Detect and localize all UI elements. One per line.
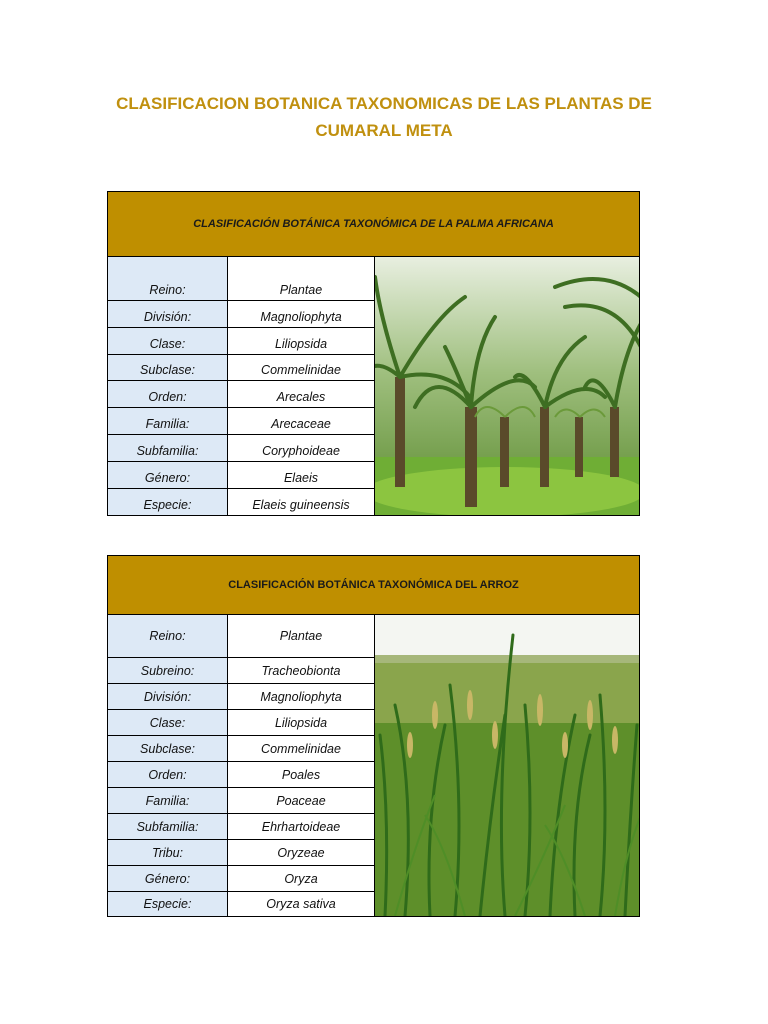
- palm-plantation-photo: [375, 257, 639, 515]
- arroz-value-tribu: Oryzeae: [228, 840, 374, 866]
- palma-label-clase: Clase:: [108, 328, 227, 355]
- arroz-values-column: [228, 615, 375, 916]
- palma-value-reino: Plantae: [228, 257, 374, 301]
- arroz-label-clase: Clase:: [108, 710, 227, 736]
- arroz-label-especie: Especie:: [143, 897, 192, 911]
- palma-label-especie: Especie:: [143, 498, 192, 512]
- arroz-value-subfamilia: Ehrhartoideae: [228, 814, 374, 840]
- palma-label-subfamilia: Subfamilia:: [108, 435, 227, 462]
- arroz-label-familia: Familia:: [108, 788, 227, 814]
- arroz-label-tribu: Tribu:: [108, 840, 227, 866]
- arroz-value-division: Magnoliophyta: [228, 684, 374, 710]
- arroz-value-subclase: Commelinidae: [228, 736, 374, 762]
- palma-value-orden: Arecales: [228, 381, 374, 408]
- arroz-label-subclase: Subclase:: [108, 736, 227, 762]
- rice-field-photo: [375, 615, 639, 916]
- palma-label-reino: Reino:: [108, 257, 227, 301]
- palma-value-familia: Arecaceae: [228, 408, 374, 435]
- arroz-value-orden: Poales: [228, 762, 374, 788]
- arroz-value-subreino: Tracheobionta: [228, 658, 374, 684]
- palma-value-clase: Liliopsida: [228, 328, 374, 355]
- arroz-table-header: CLASIFICACIÓN BOTÁNICA TAXONÓMICA DEL ARROZ: [108, 556, 639, 615]
- palma-value-especie: Elaeis guineensis: [252, 498, 350, 512]
- arroz-label-reino: Reino:: [108, 615, 227, 658]
- palma-value-subfamilia: Coryphoideae: [228, 435, 374, 462]
- palma-value-division: Magnoliophyta: [228, 301, 374, 328]
- palma-table-header: CLASIFICACIÓN BOTÁNICA TAXONÓMICA DE LA PALMA AFRICANA: [108, 192, 639, 257]
- palma-label-subclase: Subclase:: [108, 355, 227, 381]
- arroz-value-genero: Oryza: [228, 866, 374, 892]
- palma-labels-column: [108, 257, 228, 515]
- palma-values-column: [228, 257, 375, 515]
- arroz-label-subreino: Subreino:: [108, 658, 227, 684]
- arroz-label-genero: Género:: [108, 866, 227, 892]
- arroz-value-especie: Oryza sativa: [266, 897, 336, 911]
- arroz-value-familia: Poaceae: [228, 788, 374, 814]
- palma-table: [107, 191, 640, 516]
- arroz-value-reino: Plantae: [228, 615, 374, 658]
- palma-value-subclase: Commelinidae: [228, 355, 374, 381]
- arroz-label-subfamilia: Subfamilia:: [108, 814, 227, 840]
- palma-label-orden: Orden:: [108, 381, 227, 408]
- arroz-label-orden: Orden:: [108, 762, 227, 788]
- arroz-labels-column: [108, 615, 228, 916]
- palma-label-familia: Familia:: [108, 408, 227, 435]
- arroz-label-division: División:: [108, 684, 227, 710]
- palma-value-genero: Elaeis: [228, 462, 374, 489]
- arroz-table: [107, 555, 640, 917]
- arroz-value-clase: Liliopsida: [228, 710, 374, 736]
- palma-label-division: División:: [108, 301, 227, 328]
- palma-label-genero: Género:: [108, 462, 227, 489]
- page-title: CLASIFICACION BOTANICA TAXONOMICAS DE LAS PLANTAS DE CUMARAL META: [116, 94, 652, 140]
